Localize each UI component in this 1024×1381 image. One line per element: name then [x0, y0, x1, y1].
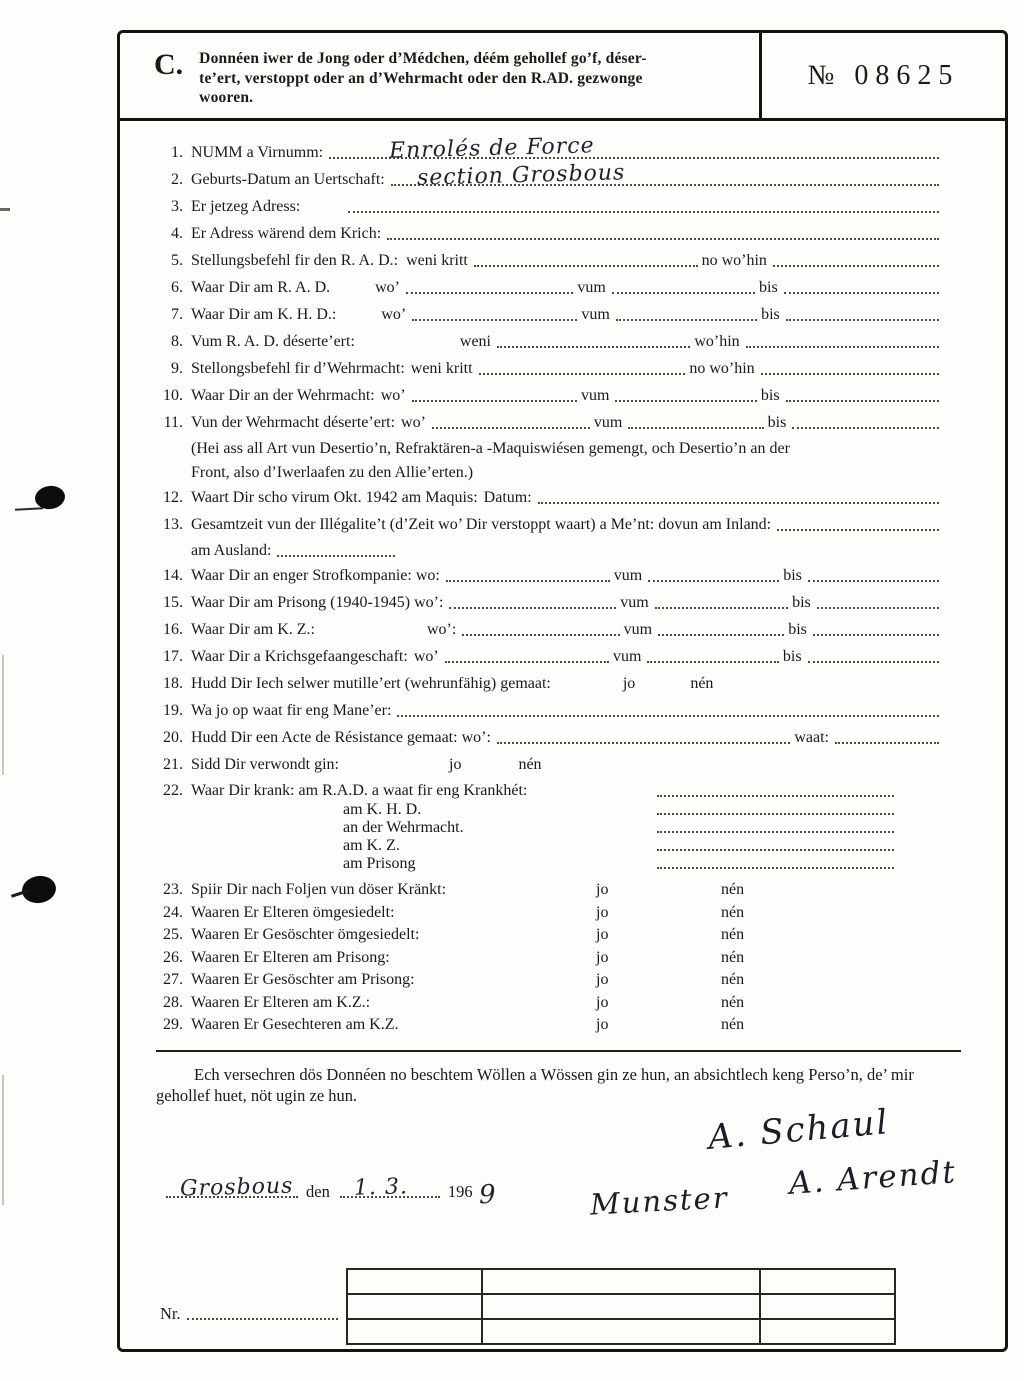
spacer: [315, 638, 427, 639]
item-content: [191, 133, 943, 164]
scan-edge-mark: [0, 208, 10, 211]
item-text: weni kritt: [410, 360, 473, 377]
footer-section: [156, 1268, 961, 1352]
dotted-field: [786, 306, 939, 321]
form-item: [156, 701, 943, 720]
item-number: 3.: [171, 198, 183, 215]
item-text: Er jetzeg Adress:: [191, 198, 301, 215]
bottom-table: [346, 1268, 896, 1345]
signature-1: A. Schaul: [706, 1102, 891, 1158]
item-text: weni kritt: [406, 252, 468, 269]
item-text: wo’: [413, 648, 439, 665]
form-item: [156, 224, 943, 243]
item-text: Vum R. A. D. déserte’ert:: [191, 333, 355, 350]
item-number: 29.: [163, 1016, 183, 1033]
item-content: [191, 948, 943, 967]
declaration-text: Ech versechren dös Donnéen no beschtem Wöllen a Wössen gin ze hun, an absichtlech keng Perso’n, de’ mir gehollef huet, nöt ugin ze hun.: [156, 1065, 914, 1105]
year-printed: 196: [447, 1182, 473, 1201]
place-field: [166, 1173, 298, 1202]
item-text: vum: [623, 621, 653, 638]
form-subitem: [156, 836, 943, 854]
form-item: [156, 133, 943, 164]
item-text: Waaren Er Gesöschter ömgesiedelt:: [191, 926, 420, 943]
item-content: [191, 836, 943, 854]
item-text: Er Adress wärend dem Krich:: [191, 225, 382, 242]
item-content: [191, 386, 943, 405]
no-option: nén: [721, 926, 745, 943]
form-item: [156, 413, 943, 432]
yes-option: jo: [596, 926, 609, 943]
day-handwritten: 1. 3.: [353, 1174, 409, 1201]
item-content: [191, 542, 943, 560]
dotted-field: [387, 225, 939, 240]
header-text: [199, 46, 647, 112]
table-cell: [483, 1270, 761, 1295]
divider-line: [156, 1050, 961, 1052]
item-content: [191, 674, 943, 693]
date-line: [160, 1173, 580, 1211]
dotted-field: [538, 489, 939, 504]
item-number: 16.: [163, 621, 183, 638]
signature-section: [156, 1102, 961, 1254]
item-number: 7.: [171, 306, 183, 323]
header-section: [120, 33, 1005, 121]
serial-number: [762, 33, 1005, 118]
form-item: [156, 197, 943, 216]
dotted-field: [777, 516, 939, 531]
item-number: 1.: [171, 144, 183, 161]
item-content: [191, 278, 943, 297]
yes-option: jo: [596, 1016, 609, 1033]
nr-dotted-field: [187, 1305, 338, 1320]
item-text: an der Wehrmacht.: [343, 819, 464, 836]
item-text: waat:: [794, 729, 829, 746]
item-content: [191, 488, 943, 507]
item-content: [191, 1015, 943, 1034]
item-text: Waaren Er Elteren ömgesiedelt:: [191, 903, 395, 921]
item-text: vum: [613, 567, 643, 584]
item-content: [191, 880, 943, 899]
form-item: [156, 970, 943, 989]
item-number: 6.: [171, 279, 183, 296]
dotted-field: [391, 160, 939, 191]
yes-option: jo: [596, 971, 609, 988]
item-content: [191, 359, 943, 378]
item-number: 24.: [163, 903, 183, 921]
item-text: Waar Dir am Prisong (1940-1945) wo’:: [191, 594, 444, 611]
item-content: [191, 251, 943, 270]
form-item: [156, 1015, 943, 1034]
item-text: Stellungsbefehl fir den R. A. D.:: [191, 252, 399, 269]
form-item: [156, 674, 943, 693]
spacer: [330, 296, 375, 297]
item-text: Geburts-Datum an Uertschaft:: [191, 171, 385, 188]
spacer: [461, 773, 518, 774]
item-text: nén: [518, 756, 542, 773]
no-option: nén: [721, 948, 745, 966]
spacer: [551, 692, 623, 693]
handwritten-entry: Enrolés de Force: [388, 133, 595, 164]
dotted-field: [397, 702, 939, 717]
item-text: weni: [459, 333, 491, 350]
item-text: Waaren Er Elteren am K.Z.:: [191, 993, 371, 1011]
dotted-field: [647, 648, 778, 663]
form-item: [156, 755, 943, 774]
item-text: nén: [690, 675, 714, 692]
item-number: 22.: [163, 782, 183, 799]
item-text: wo’hin: [694, 333, 740, 350]
form-item: [156, 566, 943, 585]
form-item: [156, 359, 943, 378]
item-content: [191, 593, 943, 612]
item-number: 23.: [163, 881, 183, 898]
item-text: Spiir Dir nach Foljen vun döser Kränkt:: [191, 881, 447, 898]
item-text: Hudd Dir een Acte de Résistance gemaat:: [191, 729, 458, 746]
item-content: [191, 224, 943, 243]
item-content: [191, 755, 943, 774]
item-text: vum: [613, 648, 642, 665]
dotted-field: [474, 252, 698, 267]
spacer: [339, 773, 449, 774]
header-text-line: Donnéen iwer de Jong oder d’Médchen, déém gehollef go’f, déser-: [199, 50, 647, 67]
item-number: 4.: [171, 225, 183, 242]
no-option: nén: [721, 1016, 745, 1033]
form-item: [156, 903, 943, 922]
serial-number-value: 08625: [854, 59, 960, 91]
item-number: 26.: [163, 948, 183, 966]
header-left: [120, 33, 762, 118]
dotted-field: [277, 542, 395, 557]
item-text: jo: [622, 675, 636, 692]
dotted-field: [817, 594, 939, 609]
item-text: wo’: [375, 279, 401, 296]
item-text: wo:: [415, 567, 440, 584]
item-text: Hudd Dir Iech selwer mutille’ert (wehrunfähig) gemaat:: [191, 675, 551, 692]
item-text: am Ausland:: [191, 542, 272, 559]
item-text: Stellongsbefehl fir d’Wehrmacht:: [191, 360, 405, 377]
form-item: [156, 647, 943, 666]
date-den-label: den: [306, 1182, 330, 1201]
item-text: Gesamtzeit vun der Illégalite’t (d’Zeit wo’ Dir verstoppt waart) a Me’nt: dovun am Inland:: [191, 516, 772, 533]
dotted-field: [479, 360, 686, 375]
note-text: Front, also d’Iwerlaafen zu den Allie’erten.): [191, 464, 474, 481]
item-text: bis: [759, 279, 778, 296]
no-option: nén: [721, 971, 745, 988]
item-text: am K. Z.: [343, 837, 400, 854]
yes-option: jo: [596, 881, 609, 898]
item-text: wo’: [381, 306, 407, 323]
dotted-field: [658, 621, 784, 636]
item-text: jo: [449, 756, 462, 773]
form-item: [156, 620, 943, 639]
item-text: Waar Dir am K. Z.:: [191, 621, 315, 638]
item-content: [191, 818, 943, 836]
item-text: Waar Dir a Krichsgefaangeschaft:: [191, 648, 408, 665]
item-text: Waart Dir scho virum Okt. 1942 am Maquis:: [191, 489, 478, 506]
item-content: [191, 925, 943, 944]
dotted-field: [616, 306, 757, 321]
item-text: bis: [761, 306, 780, 323]
form-item: [156, 278, 943, 297]
form-item: [156, 993, 943, 1012]
no-option: nén: [721, 993, 745, 1011]
item-content: [191, 701, 943, 720]
item-text: bis: [760, 387, 780, 404]
item-text: am Prisong: [343, 855, 416, 872]
dotted-field: [412, 306, 577, 321]
dotted-field: [655, 594, 788, 609]
item-text: bis: [782, 648, 802, 665]
item-text: wo’:: [427, 621, 457, 638]
item-number: 27.: [163, 971, 183, 988]
dotted-field: [792, 414, 939, 429]
table-cell: [483, 1295, 761, 1320]
item-number: 15.: [163, 594, 183, 611]
scan-edge-mark: [2, 655, 4, 775]
item-text: am K. H. D.: [343, 801, 422, 818]
item-text: bis: [792, 594, 811, 611]
item-content: [191, 197, 943, 216]
form-item: [156, 593, 943, 612]
form-item: [156, 948, 943, 967]
item-text: Waaren Er Gesöschter am Prisong:: [191, 971, 415, 988]
item-number: 19.: [163, 702, 183, 719]
item-content: [191, 332, 943, 351]
item-text: vum: [593, 414, 623, 431]
dotted-field: [497, 729, 790, 744]
dotted-field: [445, 648, 609, 663]
item-content: [191, 515, 943, 534]
item-text: no wo’hin: [701, 252, 767, 269]
form-item: [156, 880, 943, 899]
dotted-field: [449, 594, 616, 609]
dotted-field: [657, 818, 894, 833]
item-number: 11.: [163, 414, 183, 431]
item-number: 14.: [163, 567, 183, 584]
item-text: bis: [767, 414, 787, 431]
form-item: [156, 305, 943, 324]
item-text: wo’: [401, 414, 426, 431]
dotted-field: [628, 414, 763, 429]
form-subitem: [156, 854, 943, 872]
pen-mark-1: [15, 507, 43, 510]
spacer: [635, 692, 690, 693]
item-number: 18.: [163, 675, 183, 692]
item-content: [191, 782, 943, 800]
spacer: [336, 323, 381, 324]
item-text: Waar Dir am R. A. D.: [191, 279, 331, 296]
signature-2: Munster: [589, 1180, 730, 1222]
form-item: [156, 386, 943, 405]
document-frame: [117, 30, 1008, 1352]
item-text: wo’:: [461, 729, 491, 746]
dotted-field: [348, 198, 939, 213]
item-text: Wa jo op waat fir eng Mane’er:: [191, 702, 392, 719]
table-cell: [348, 1270, 483, 1295]
nr-label: Nr.: [160, 1304, 181, 1323]
dotted-field: [784, 279, 939, 294]
form-item: [156, 515, 943, 534]
dotted-field: [835, 729, 939, 744]
dotted-field: [813, 621, 939, 636]
dotted-field: [808, 567, 939, 582]
no-option: nén: [721, 881, 745, 898]
table-cell: [348, 1295, 483, 1320]
form-body: [120, 121, 1005, 1352]
item-text: vum: [620, 594, 649, 611]
dotted-field: [746, 333, 939, 348]
dotted-field: [657, 782, 894, 797]
item-number: 20.: [163, 729, 183, 746]
item-number: 12.: [163, 489, 183, 506]
header-text-line: wooren.: [199, 89, 254, 106]
item-text: Waar Dir an der Wehrmacht:: [191, 387, 375, 404]
item-text: Sidd Dir verwondt gin:: [191, 756, 339, 773]
dotted-field: [657, 836, 894, 851]
item-text: no wo’hin: [689, 360, 755, 377]
yes-option: jo: [596, 993, 609, 1011]
item-content: [191, 566, 943, 585]
dotted-field: [657, 854, 894, 869]
item-text: vum: [577, 279, 606, 296]
table-cell: [761, 1320, 896, 1345]
form-subitem: [156, 542, 943, 560]
spacer: [398, 269, 406, 270]
item-text: Waaren Er Gesechteren am K.Z.: [191, 1016, 399, 1033]
form-subitem: [156, 818, 943, 836]
item-content: [191, 305, 943, 324]
handwritten-entry: section Grosbous: [416, 160, 626, 191]
item-number: 2.: [171, 171, 183, 188]
form-item: [156, 332, 943, 351]
form-item: [156, 251, 943, 270]
place-handwritten: Grosbous: [179, 1173, 294, 1202]
item-text: bis: [783, 567, 802, 584]
item-content: [191, 854, 943, 872]
item-content: [191, 647, 943, 666]
form-subitem: [156, 800, 943, 818]
item-content: [191, 970, 943, 989]
item-content: [191, 620, 943, 639]
item-text: Datum:: [483, 489, 532, 506]
spacer: [300, 215, 342, 216]
spacer: [355, 350, 460, 351]
dotted-field: [761, 360, 939, 375]
table-cell: [348, 1320, 483, 1345]
form-item: [156, 728, 943, 747]
dotted-field: [446, 567, 610, 582]
item-content: [191, 413, 943, 432]
dotted-field: [329, 133, 939, 164]
dotted-field: [657, 800, 894, 815]
dotted-field: [773, 252, 939, 267]
item-content: [191, 800, 943, 818]
dotted-field: [808, 648, 939, 663]
dotted-field: [615, 387, 756, 402]
item-content: [191, 903, 943, 922]
form-item: [156, 488, 943, 507]
dotted-field: [432, 414, 590, 429]
table-cell: [761, 1295, 896, 1320]
item-number: 13.: [163, 516, 183, 533]
header-text-line: te’ert, verstoppt oder an d’Wehrmacht oder den R.AD. gezwonge: [199, 69, 643, 87]
item-content: [191, 728, 943, 747]
form-item: [156, 925, 943, 944]
scan-edge-mark: [2, 1075, 4, 1205]
item-number: 17.: [163, 648, 183, 665]
item-number: 25.: [163, 926, 183, 943]
dotted-field: [612, 279, 755, 294]
item-text: Vun der Wehrmacht déserte’ert:: [191, 414, 396, 431]
item-number: 10.: [163, 387, 183, 404]
table-cell: [483, 1320, 761, 1345]
dotted-field: [648, 567, 779, 582]
table-cell: [761, 1270, 896, 1295]
year-handwritten: 9: [478, 1179, 497, 1211]
item-content: [191, 160, 943, 191]
item-content: [191, 993, 943, 1012]
spacer: [191, 871, 343, 872]
item-text: Waar Dir am K. H. D.:: [191, 306, 337, 323]
dotted-field: [412, 387, 577, 402]
item-text: NUMM a Virnumm:: [191, 144, 324, 161]
form-item: [156, 160, 943, 191]
dotted-field: [406, 279, 573, 294]
item-number: 8.: [171, 333, 183, 350]
item-number: 21.: [163, 756, 183, 773]
note-text: (Hei ass all Art vun Desertio’n, Refraktären-a -Maquiswiésen gemengt, och Desertio’n an der: [191, 440, 790, 457]
item-text: Waar Dir an enger Strofkompanie:: [191, 567, 412, 584]
yes-option: jo: [596, 948, 609, 966]
section-letter: C.: [154, 48, 184, 81]
item-text: vum: [581, 306, 610, 323]
yes-option: jo: [596, 903, 609, 921]
item-number: 5.: [171, 252, 183, 269]
items-list: [156, 133, 961, 1034]
item-text: Waaren Er Elteren am Prisong:: [191, 948, 390, 966]
no-option: nén: [721, 903, 745, 921]
item-number: 28.: [163, 993, 183, 1011]
item-number: 9.: [171, 360, 183, 377]
item-text: wo’: [380, 387, 406, 404]
day-field: [340, 1174, 440, 1201]
dotted-field: [462, 621, 619, 636]
item-text: vum: [580, 387, 610, 404]
signature-3: A. Arendt: [788, 1154, 959, 1202]
dotted-field: [497, 333, 690, 348]
item-text: Waar Dir krank: am R.A.D. a waat fir eng Krankhét:: [191, 782, 528, 799]
numero-sign: №: [807, 59, 835, 91]
form-item: [156, 782, 943, 800]
dotted-field: [786, 387, 939, 402]
nr-line: [160, 1304, 342, 1323]
item-text: bis: [788, 621, 807, 638]
